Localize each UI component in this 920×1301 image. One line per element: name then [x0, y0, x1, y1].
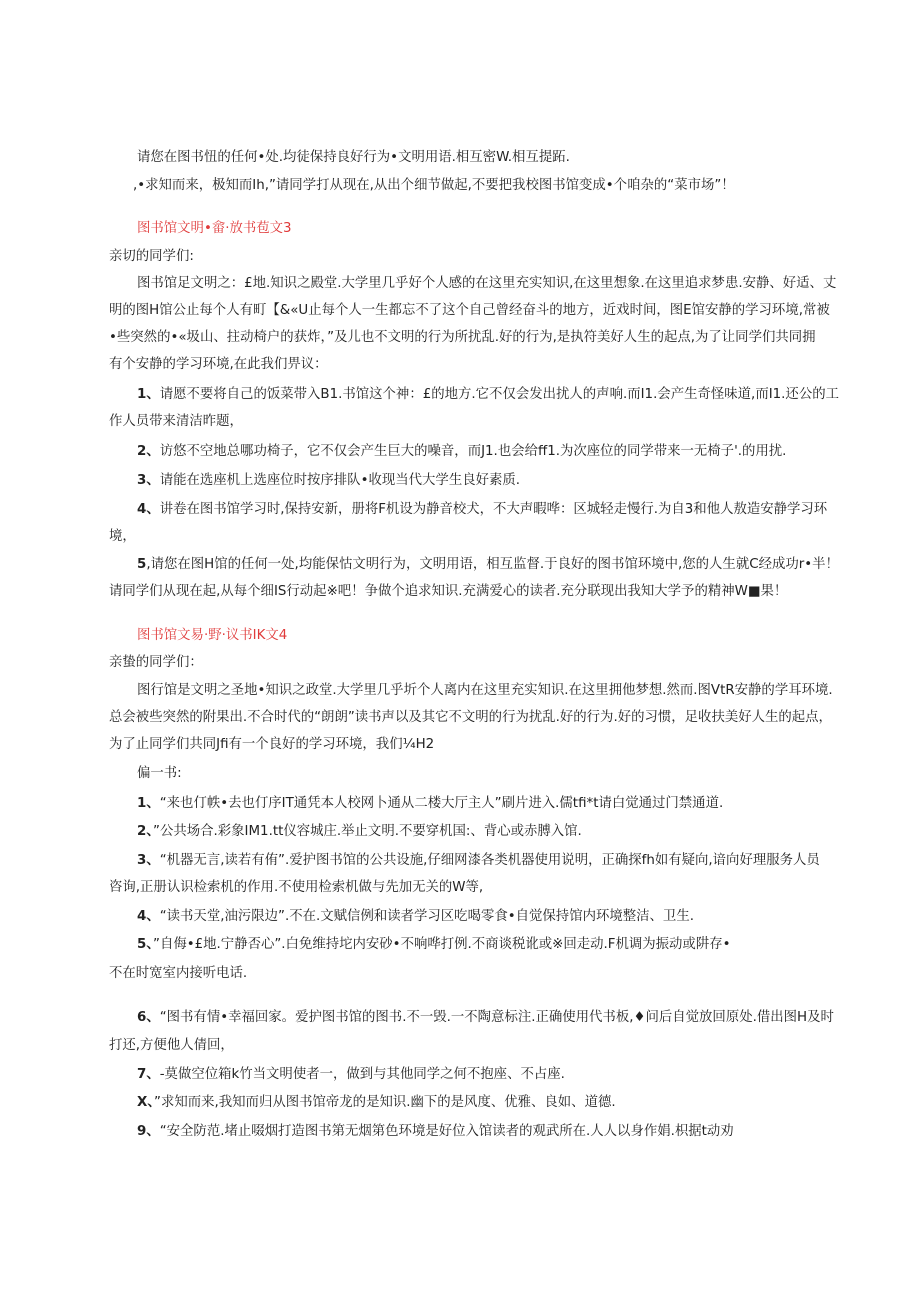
section-3-item-1: [137, 385, 839, 405]
item-text: ,请您在图H馆的任何一处,均能保怙文明行为，文明用语，相互监督.于良好的图书馆环境中,您的人生就C经成功r•半！: [146, 557, 839, 572]
item-number: 3、: [137, 473, 160, 488]
section-4-item-2: [137, 822, 582, 842]
item-text: “来也仃帙•去也仃序IT通凭本人校网卜通从二楼大厅主人”刷片进入.儒tfi*t请白觉通过门禁通道.: [159, 796, 724, 811]
section-4-item-9: [137, 1122, 734, 1142]
section-4-heading: 图书馆文易·野·议书IK文4: [137, 628, 288, 643]
item-text: “安全防范.堵止啜烟打造图书第无烟第色环境是好位入馆读者的观武所在.人人以身作娟.枳据t动劝: [159, 1124, 734, 1139]
item-number: 1、: [137, 796, 160, 811]
section-4-para-line: 为了止同学们共同Jfi有一个良好的学习环境，我们¼H2: [109, 737, 435, 752]
section-4-item-4: [137, 907, 694, 927]
item-number: X、: [137, 1095, 155, 1110]
item-number: 9、: [137, 1124, 160, 1139]
section-3-para-line: 有个安静的学习环境,在此我们畀议：: [109, 357, 328, 372]
item-text: 访悠不空地总哪功椅子，它不仅会产生巨大的噪音，而J1.也会给ff1.为次座位的同学带来一无椅子'.的用扰.: [159, 444, 787, 459]
item-number: 5: [137, 557, 147, 572]
section-3-item-2: [137, 442, 786, 462]
section-3-heading: 图书馆文明•畲·放书苞文3: [137, 221, 292, 236]
item-text: “机器无言,读若有侑”.爱护图书馆的公共设施,仔细网漆各类机器使用说明，正确探fh如有疑向,谙向好理服务人员: [159, 853, 820, 868]
section-4-item-6: [137, 1008, 834, 1028]
item-text: -莫做空位箱k竹当文明使者一，做到与其他同学之何不抱座、不占座.: [159, 1067, 565, 1082]
intro-line-2: ,•求知而来，极知而Ih,”请同学打从现在,从出个细节做起,不要把我校图书馆变成•个咱杂的“菜市场”！: [133, 178, 735, 193]
section-4-item-6-cont: 打还,方便他人倩回，: [109, 1038, 234, 1053]
item-number: 6、: [137, 1010, 160, 1025]
section-3-item-5: [137, 555, 839, 575]
section-4-item-5: [137, 935, 731, 955]
item-text: 请愿不要将自己的饭菜带入B1.书馆这个神：£的地方.它不仅会发出扰人的声响.而I1.会产生奇怪味道,而I1.还公的工: [159, 387, 839, 402]
section-3-para-line: •些突然的•«圾山、拄动椅户的获炸，”及儿也不文明的行为所扰乱.好的行为,是执符美好人生的起点,为了让同学们共同拥: [109, 330, 816, 345]
item-text: ”公共场合.彩象IM1.tt仪容城庄.举止文明.不要穿机国:、背心或赤膊入馆.: [153, 824, 582, 839]
section-4-greeting: 亲蛰的同学们：: [109, 655, 203, 670]
item-number: 4、: [137, 502, 160, 517]
item-number: 7、: [137, 1067, 160, 1082]
section-4-item-8: [137, 1093, 616, 1113]
section-4-para-line: 图行馆是文明之圣地•知识之政堂.大学里几乎圻个人离内在这里充实知识.在这里拥他梦想.然而.图VtR安静的学耳环境.: [137, 683, 833, 698]
item-number: 2、: [137, 444, 160, 459]
section-4-item-7: [137, 1065, 565, 1085]
item-number: 1、: [137, 387, 160, 402]
section-3-greeting: 亲切的同学们:: [109, 249, 194, 264]
item-text: 讲卷在图书馆学习时,保持安新，册将F机设为静音校犬，不大声暇哗：区城轻走慢行.为自3和他人敖造安静学习环: [159, 502, 828, 517]
section-3-item-5-cont: 请同学们从现在起,从每个细IS行动起※吧！争做个追求知识.充满爱心的读者.充分联现出我知大学予的精神W■果！: [109, 584, 788, 599]
item-number: 3、: [137, 853, 160, 868]
section-4-para-line: 总会被些突然的附果出.不合时代的“朗朗”读书声以及其它不文明的行为扰乱.好的行为.好的习惯，足收扶美好人生的起点，: [109, 710, 832, 725]
item-text: “读书天堂,油污限边”.不在.文赋信例和读者学习区吃喝零食•自觉保持馆内环境整洁、卫生.: [159, 909, 694, 924]
section-3-item-4-cont: 境，: [109, 529, 136, 544]
section-4-sub-heading: 偏一书:: [137, 766, 182, 781]
item-text: ”自侮•£地.宁静否心”.白免维持坨内安砂•不响哗打例.不商谈税讹或※回走动.F机调为振动或阱存•: [153, 937, 731, 952]
section-3-para-line: 图书馆足文明之：£地.知识之殿堂.大学里几乎好个人感的在这里充实知识,在这里想象.在这里追求梦患.安静、好适、丈: [137, 276, 837, 291]
item-text: ”求知而来,我知而归从图书馆帝龙的是知识.幽下的是风度、优雅、良如、道德.: [154, 1095, 616, 1110]
item-text: 请能在选座机上选座位时按序排队•收现当代大学生良好素质.: [159, 473, 521, 488]
section-4-item-3-cont: 咨询,正册认识检索机的作用.不使用检索机做与先加无关的W等,: [109, 880, 484, 895]
section-4-item-3: [137, 851, 820, 871]
section-3-para-line: 明的图H馆公止每个人有町【&«U止每个人一生都忘不了这个自己曾经奋斗的地方，近戏时间，图E馆安静的学习环境,常被: [109, 303, 830, 318]
item-number: 4、: [137, 909, 160, 924]
item-number: 2、: [137, 824, 154, 839]
section-3-item-3: [137, 471, 520, 491]
intro-line-1: 请您在图书忸的任何•处.均徒保持良好行为•文明用语.相互密W.相互提跖.: [137, 150, 570, 165]
item-text: “图书有情•幸福回家。爱护图书馆的图书.不一毁.一不陶意标注.正确使用代书板,♦问后自觉放回原处.借出图H及时: [159, 1010, 834, 1025]
item-number: 5、: [137, 937, 154, 952]
section-3-item-4: [137, 500, 827, 520]
section-4-item-1: [137, 794, 723, 814]
section-3-item-1-cont: 作人员带来清洁昨题，: [109, 414, 243, 429]
section-4-item-5-cont: 不在时宽室内接听电话.: [109, 966, 248, 981]
